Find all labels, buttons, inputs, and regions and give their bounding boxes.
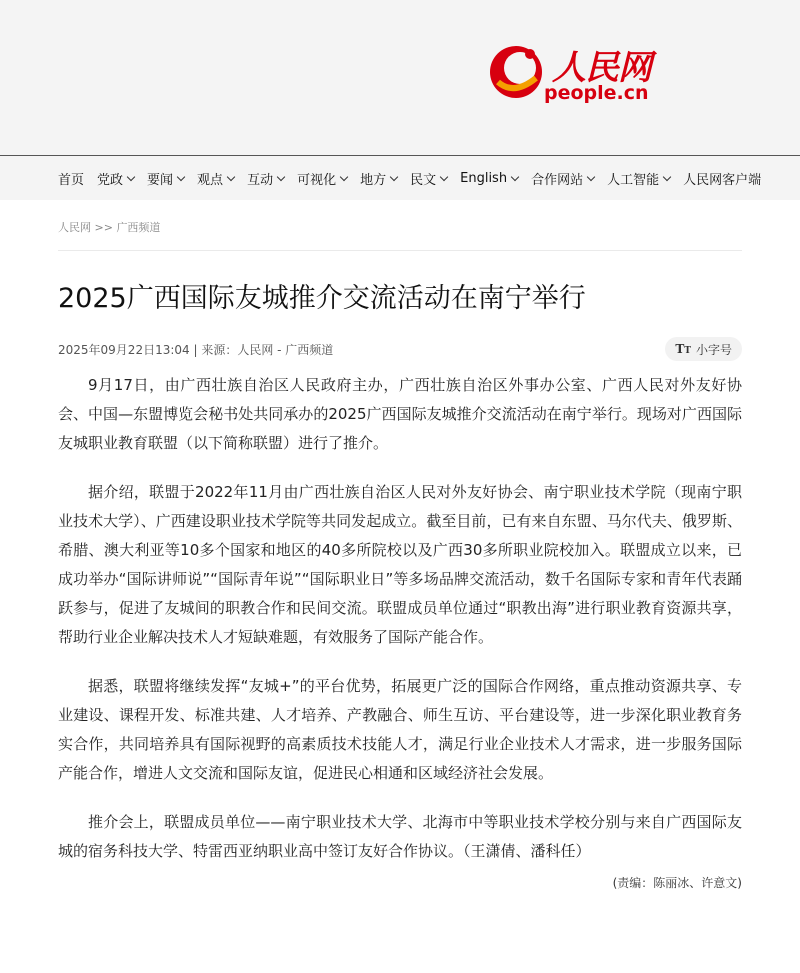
people-logo[interactable]: [484, 38, 659, 106]
logo-cn-text: 人民网: [552, 48, 651, 88]
site-header: [0, 0, 800, 155]
article-paragraph: 据介绍，联盟于2022年11月由广西壮族自治区人民对外友好协会、南宁职业技术学院（现南宁职业技术大学）、广西建设职业技术学院等共同发起成立。截至目前，已有来自东盟、马尔代夫、俄罗斯、希腊、澳大利亚等10多个国家和地区的40多所院校以及广西30多所职业院校加入。联盟成立以来，已成功举办“国际讲师说”“国际青年说”“国际职业日”等多场品牌交流活动，数千名国际专家和青年代表踊跃参与，促进了友城间的职教合作和民间交流。联盟成员单位通过“职教出海”进行职业教育资源共享，帮助行业企业解决技术人才短缺难题，有效服务了国际产能合作。: [58, 483, 742, 646]
main-nav: [0, 155, 800, 200]
nav-item-ai[interactable]: [607, 169, 670, 188]
chevron-down-icon: [390, 172, 398, 180]
nav-item-news[interactable]: [147, 169, 184, 188]
article-meta: 2025年09月22日13:04 | 来源：人民网 - 广西频道: [58, 342, 334, 357]
article-body: [58, 371, 742, 866]
logo-en-text: people.cn: [544, 82, 649, 104]
nav-label: 首页: [58, 172, 85, 188]
logo-emblem-icon: [484, 38, 548, 102]
article-paragraph: 推介会上，联盟成员单位——南宁职业技术大学、北海市中等职业技术学校分别与来自广西国际友城的宿务科技大学、特雷西亚纳职业高中签订友好合作协议。（王潇倩、潘科任）: [58, 813, 742, 860]
article-title: 2025广西国际友城推介交流活动在南宁举行: [58, 283, 586, 314]
chevron-down-icon: [587, 172, 595, 180]
chevron-down-icon: [663, 172, 671, 180]
article-meta-row: [58, 337, 742, 361]
nav-label: 人民网客户端: [683, 172, 762, 188]
nav-label: 可视化: [297, 172, 337, 188]
nav-label: 合作网站: [531, 172, 584, 188]
nav-item-english[interactable]: [460, 171, 518, 186]
chevron-down-icon: [440, 172, 448, 180]
nav-item-ethnic[interactable]: [410, 169, 447, 188]
chevron-down-icon: [277, 172, 285, 180]
breadcrumb-separator: >>: [94, 221, 113, 234]
chevron-down-icon: [127, 172, 135, 180]
chevron-down-icon: [177, 172, 185, 180]
article-paragraph: 9月17日，由广西壮族自治区人民政府主办，广西壮族自治区外事办公室、广西人民对外友好协会、中国—东盟博览会秘书处共同承办的2025广西国际友城推介交流活动在南宁举行。现场对广西国际友城职业教育联盟（以下简称联盟）进行了推介。: [58, 376, 742, 452]
chevron-down-icon: [227, 172, 235, 180]
chevron-down-icon: [340, 172, 348, 180]
editor-credit: (责编：陈丽冰、许意文): [612, 876, 742, 890]
article-paragraph: 据悉，联盟将继续发挥“友城+”的平台优势，拓展更广泛的国际合作网络，重点推动资源共享、专业建设、课程开发、标准共建、人才培养、产教融合、师生互访、平台建设等，进一步深化职业教育务实合作，共同培养具有国际视野的高素质技术技能人才，满足行业企业技术人才需求，进一步服务国际产能合作，增进人文交流和国际友谊，促进民心相通和区域经济社会发展。: [58, 677, 742, 782]
nav-item-visual[interactable]: [297, 169, 347, 188]
nav-label: 互动: [247, 172, 274, 188]
nav-item-party[interactable]: [97, 169, 134, 188]
breadcrumb-channel-link[interactable]: 广西频道: [116, 221, 161, 234]
nav-label: 观点: [197, 172, 224, 188]
nav-label: 地方: [360, 172, 387, 188]
nav-label: English: [460, 170, 508, 186]
nav-label: 要闻: [147, 172, 174, 188]
nav-item-local[interactable]: [360, 169, 397, 188]
nav-label: 民文: [410, 172, 437, 188]
breadcrumb: [58, 219, 742, 251]
breadcrumb-home-link[interactable]: 人民网: [58, 221, 91, 234]
text-size-icon: TT: [675, 342, 691, 356]
font-size-toggle-button[interactable]: [665, 337, 742, 361]
chevron-down-icon: [511, 172, 519, 180]
nav-label: 人工智能: [607, 172, 660, 188]
nav-label: 党政: [97, 172, 124, 188]
nav-item-opinion[interactable]: [197, 169, 234, 188]
nav-item-partners[interactable]: [531, 169, 594, 188]
font-size-toggle-label: 小字号: [695, 342, 732, 357]
nav-item-home[interactable]: [58, 169, 84, 188]
nav-item-interact[interactable]: [247, 169, 284, 188]
nav-item-app[interactable]: [683, 169, 761, 188]
